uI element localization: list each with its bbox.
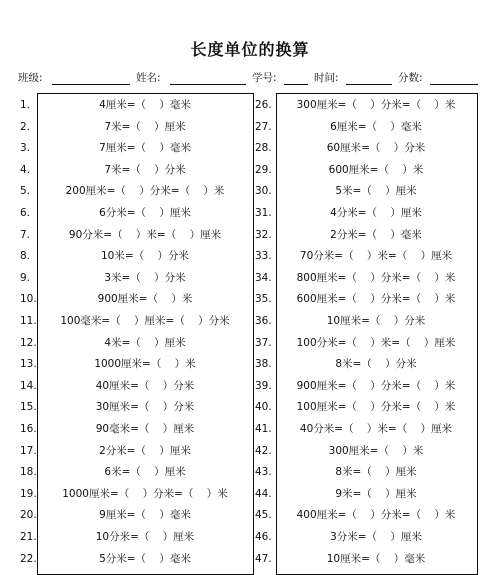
problem-row: [20, 484, 250, 506]
problem-expression[interactable]: 100分米=（ ）米=（ ）厘米: [296, 336, 456, 349]
problem-expression[interactable]: 10厘米=（ ）分米: [326, 315, 426, 327]
problem-row: [255, 376, 474, 398]
problem-number: 3.: [20, 142, 31, 155]
problem-row: [20, 138, 250, 160]
problem-expression[interactable]: 7厘米=（ ）毫米: [99, 142, 191, 155]
problem-row: [255, 289, 474, 311]
problem-expression[interactable]: 300厘米=（ ）米: [328, 444, 424, 457]
problem-number: 37.: [255, 336, 272, 349]
problem-number: 20.: [20, 509, 37, 522]
problem-number: 28.: [255, 142, 272, 155]
problem-expression[interactable]: 5分米=（ ）毫米: [99, 552, 191, 565]
problem-row: [255, 311, 474, 333]
problem-row: [20, 95, 250, 117]
time-blank[interactable]: [346, 84, 392, 85]
problem-number: 38.: [255, 358, 272, 371]
time-label: 时间:: [314, 72, 339, 84]
problem-number: 39.: [255, 379, 272, 392]
problem-expression[interactable]: 100厘米=（ ）分米=（ ）米: [296, 401, 456, 414]
problem-number: 35.: [255, 293, 272, 306]
problem-number: 33.: [255, 250, 272, 263]
problem-row: [20, 311, 250, 333]
problem-row: [255, 181, 474, 203]
problem-expression[interactable]: 5米=（ ）厘米: [335, 185, 417, 198]
problem-expression[interactable]: 6分米=（ ）厘米: [99, 207, 191, 219]
header-fields: [0, 70, 500, 90]
problem-number: 14.: [20, 379, 37, 392]
problem-number: 7.: [20, 228, 31, 241]
problem-row: [20, 376, 250, 398]
problem-row: [20, 441, 250, 463]
problem-row: [255, 117, 474, 139]
problem-row: [20, 268, 250, 290]
problem-expression[interactable]: 300厘米=（ ）分米=（ ）米: [296, 99, 456, 111]
problem-number: 44.: [255, 487, 272, 500]
problem-row: [20, 181, 250, 203]
problem-number: 9.: [20, 271, 31, 284]
problem-number: 5.: [20, 185, 31, 198]
problem-row: [255, 527, 474, 549]
problem-row: [20, 225, 250, 247]
problem-row: [255, 333, 474, 355]
problem-expression[interactable]: 7米=（ ）厘米: [104, 120, 186, 133]
problem-row: [20, 246, 250, 268]
problem-expression[interactable]: 90分米=（ ）米=（ ）厘米: [68, 228, 222, 241]
problem-expression[interactable]: 8米=（ ）分米: [335, 358, 417, 371]
problem-expression[interactable]: 10厘米=（ ）毫米: [326, 552, 426, 565]
problem-expression[interactable]: 6厘米=（ ）毫米: [330, 120, 422, 133]
problem-expression[interactable]: 4分米=（ ）厘米: [330, 207, 422, 219]
problem-row: [255, 505, 474, 527]
problem-number: 10.: [20, 293, 37, 306]
problem-number: 15.: [20, 401, 37, 414]
student-no-label: 学号:: [252, 72, 277, 84]
problem-expression[interactable]: 10米=（ ）分米: [100, 250, 189, 263]
problem-number: 19.: [20, 487, 37, 500]
problem-expression[interactable]: 400厘米=（ ）分米=（ ）米: [296, 509, 456, 522]
problem-row: [255, 549, 474, 571]
problem-expression[interactable]: 2分米=（ ）厘米: [99, 444, 191, 457]
name-label: 姓名:: [136, 72, 161, 84]
problem-number: 46.: [255, 531, 272, 543]
problem-row: [255, 160, 474, 182]
problem-number: 32.: [255, 228, 272, 241]
problem-number: 41.: [255, 423, 272, 435]
problem-expression[interactable]: 7米=（ ）分米: [104, 163, 186, 176]
problem-expression[interactable]: 1000厘米=（ ）分米=（ ）米: [62, 487, 228, 500]
problem-number: 47.: [255, 552, 272, 565]
problem-number: 31.: [255, 207, 272, 219]
problem-row: [20, 419, 250, 441]
problem-expression[interactable]: 600厘米=（ ）米: [328, 163, 424, 176]
problem-row: [255, 397, 474, 419]
problem-number: 12.: [20, 336, 37, 349]
problem-expression[interactable]: 8米=（ ）厘米: [335, 466, 417, 479]
score-blank[interactable]: [430, 84, 478, 85]
problem-row: [255, 419, 474, 441]
problem-number: 26.: [255, 99, 272, 111]
problem-row: [20, 289, 250, 311]
problem-expression[interactable]: 2分米=（ ）毫米: [330, 228, 422, 241]
problem-number: 43.: [255, 466, 272, 479]
problem-row: [255, 95, 474, 117]
problem-number: 18.: [20, 466, 37, 479]
problem-row: [255, 441, 474, 463]
problem-expression[interactable]: 3分米=（ ）厘米: [330, 531, 422, 543]
problem-expression[interactable]: 3米=（ ）分米: [104, 271, 186, 284]
problem-number: 4.: [20, 163, 31, 176]
problem-number: 16.: [20, 423, 37, 435]
problem-expression[interactable]: 9米=（ ）厘米: [335, 487, 417, 500]
problem-number: 45.: [255, 509, 272, 522]
problem-row: [255, 138, 474, 160]
problem-row: [255, 246, 474, 268]
problem-expression[interactable]: 4米=（ ）厘米: [104, 336, 186, 349]
problem-number: 8.: [20, 250, 31, 263]
class-blank[interactable]: [52, 84, 130, 85]
problem-row: [20, 333, 250, 355]
problem-number: 11.: [20, 315, 37, 327]
problem-expression[interactable]: 900厘米=（ ）米: [97, 293, 193, 306]
problem-expression[interactable]: 800厘米=（ ）分米=（ ）米: [296, 271, 456, 284]
problem-row: [255, 203, 474, 225]
problem-row: [20, 462, 250, 484]
problem-row: [20, 354, 250, 376]
problem-number: 22.: [20, 552, 37, 565]
problem-row: [255, 268, 474, 290]
problem-number: 27.: [255, 120, 272, 133]
problem-expression[interactable]: 70分米=（ ）米=（ ）厘米: [299, 250, 453, 263]
problem-expression[interactable]: 30厘米=（ ）分米: [95, 401, 195, 414]
problem-number: 21.: [20, 531, 37, 543]
problem-expression[interactable]: 6米=（ ）厘米: [104, 466, 186, 479]
name-blank[interactable]: [170, 84, 246, 85]
problem-row: [20, 160, 250, 182]
class-label: 班级:: [18, 72, 43, 84]
problem-expression[interactable]: 60厘米=（ ）分米: [326, 142, 426, 155]
problem-row: [255, 354, 474, 376]
problem-number: 6.: [20, 207, 31, 219]
problem-expression[interactable]: 4厘米=（ ）毫米: [99, 99, 191, 111]
student-no-blank[interactable]: [284, 84, 308, 85]
problem-expression[interactable]: 100毫米=（ ）厘米=（ ）分米: [60, 315, 230, 327]
problem-number: 29.: [255, 163, 272, 176]
problem-number: 1.: [20, 99, 31, 111]
problem-row: [20, 505, 250, 527]
problem-number: 17.: [20, 444, 37, 457]
problem-expression[interactable]: 9厘米=（ ）毫米: [99, 509, 191, 522]
problem-expression[interactable]: 90毫米=（ ）厘米: [95, 423, 195, 435]
problem-expression[interactable]: 40分米=（ ）米=（ ）厘米: [299, 423, 453, 435]
problem-row: [255, 225, 474, 247]
problem-expression[interactable]: 1000厘米=（ ）米: [94, 358, 196, 371]
problem-expression[interactable]: 600厘米=（ ）分米=（ ）米: [296, 293, 456, 306]
problem-expression[interactable]: 200厘米=（ ）分米=（ ）米: [65, 185, 225, 198]
problem-expression[interactable]: 40厘米=（ ）分米: [95, 379, 195, 392]
problem-row: [20, 549, 250, 571]
problem-row: [255, 484, 474, 506]
problem-number: 13.: [20, 358, 37, 371]
problem-number: 30.: [255, 185, 272, 198]
problem-expression[interactable]: 10分米=（ ）厘米: [95, 531, 195, 543]
problem-row: [20, 117, 250, 139]
problem-number: 2.: [20, 120, 31, 133]
problem-number: 40.: [255, 401, 272, 414]
problem-number: 34.: [255, 271, 272, 284]
problem-expression[interactable]: 900厘米=（ ）分米=（ ）米: [296, 379, 456, 392]
problem-row: [20, 527, 250, 549]
problem-row: [20, 397, 250, 419]
problem-row: [255, 462, 474, 484]
worksheet-title: 长度单位的换算: [190, 40, 310, 59]
score-label: 分数:: [398, 72, 423, 84]
problem-row: [20, 203, 250, 225]
problem-number: 36.: [255, 315, 272, 327]
problem-number: 42.: [255, 444, 272, 457]
